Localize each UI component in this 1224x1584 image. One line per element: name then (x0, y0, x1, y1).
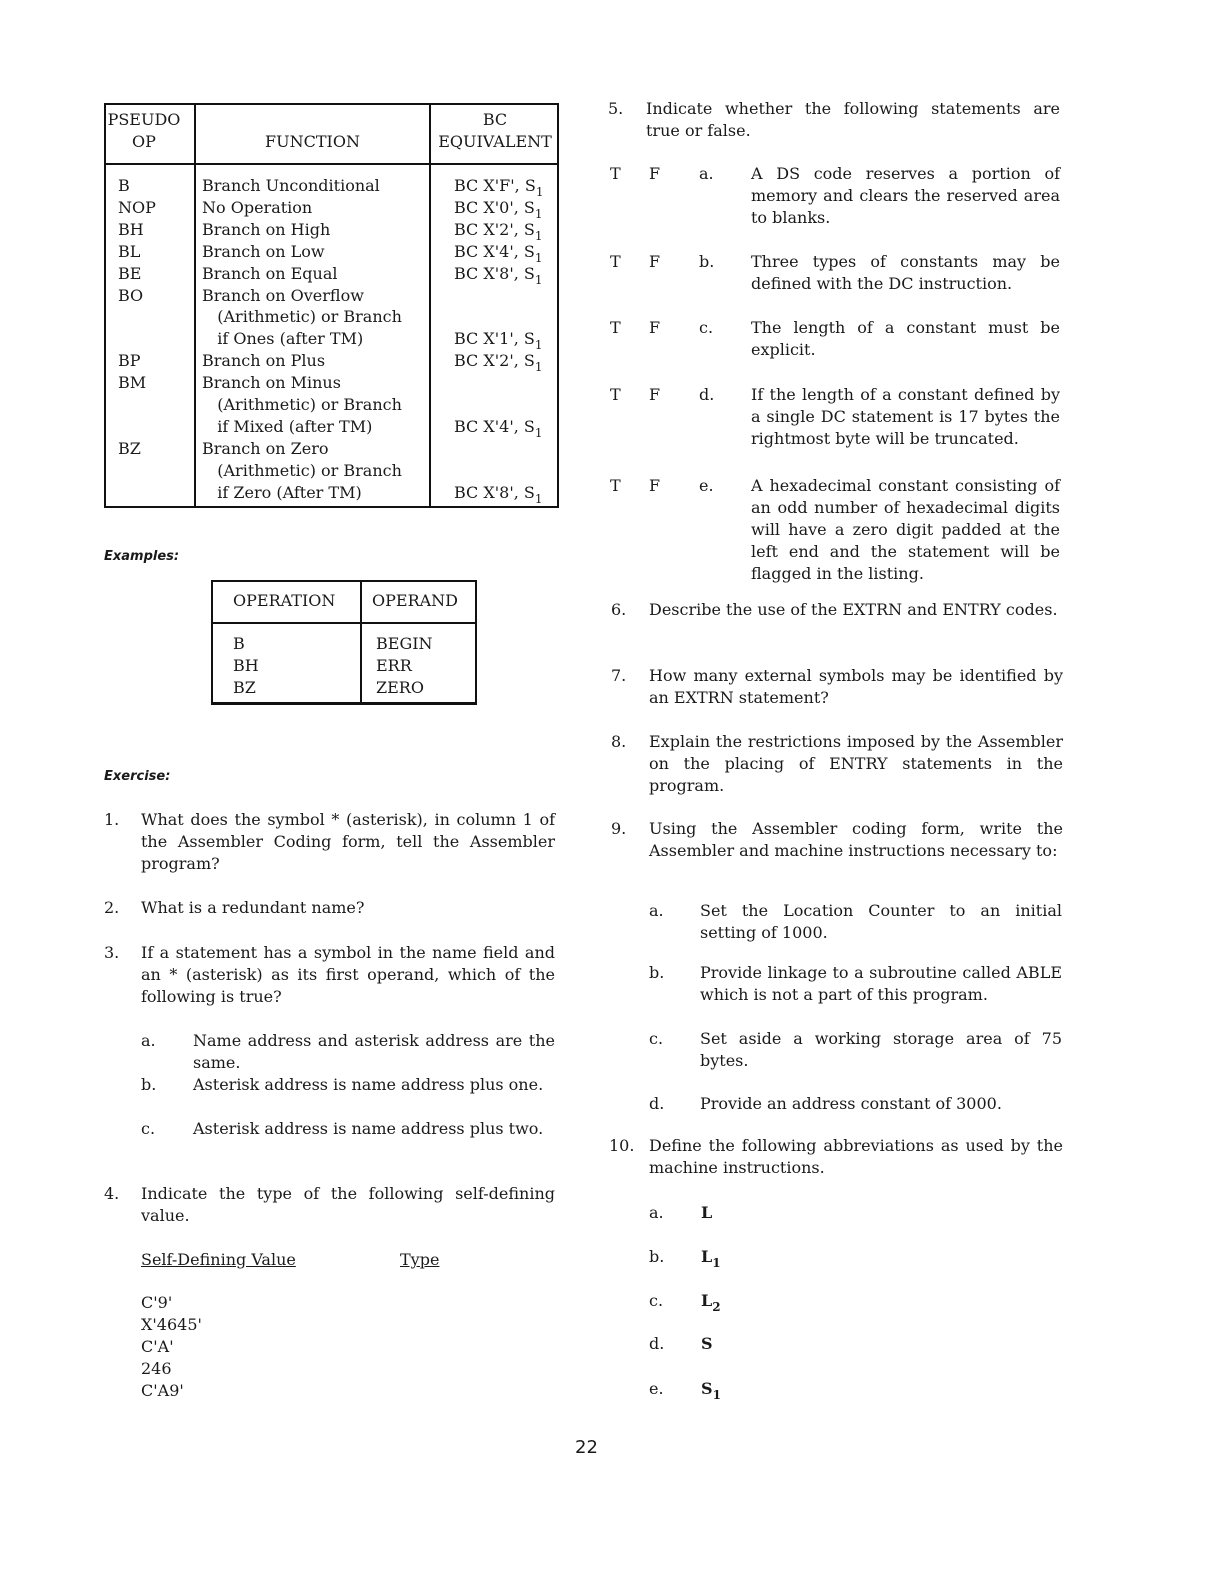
item-letter: c. (699, 318, 714, 337)
table-divider (360, 582, 362, 702)
question-text: Indicate whether the following statements are true or false. (646, 99, 1060, 140)
bc-equivalent-cell (454, 416, 543, 440)
item-text: A hexadecimal constant consisting of an odd number of hexadecimal digits will have a zero digit padded at the left end and the statement will be flagged in the listing. (751, 476, 1060, 583)
item-letter: d. (699, 385, 715, 404)
bc-equivalent-text: BC X'1', S (454, 329, 535, 349)
header-operand: OPERAND (372, 591, 458, 610)
false-marker: F (649, 318, 661, 337)
question-text: Explain the restrictions imposed by the Assembler on the placing of ENTRY statements in the program. (649, 732, 1063, 795)
bc-subscript: 1 (534, 228, 543, 243)
abbreviation-subscript: 2 (712, 1300, 721, 1314)
option-text: Asterisk address is name address plus one. (193, 1075, 544, 1094)
option-letter: a. (141, 1031, 156, 1050)
item-text: The length of a constant must be explicit. (751, 318, 1060, 359)
true-marker: T (610, 252, 621, 271)
abbreviation (701, 1378, 721, 1401)
header-function: FUNCTION (265, 132, 360, 151)
question-number: 1. (104, 810, 120, 829)
table-header-rule (213, 622, 475, 624)
question-text: If a statement has a symbol in the name field and an * (asterisk) as its first operand, which of the following is true? (141, 943, 555, 1006)
true-marker: T (610, 164, 621, 183)
bc-equivalent-text: BC X'2', S (454, 351, 535, 371)
item-text: If the length of a constant defined by a single DC statement is 17 bytes the rightmost byte will be truncated. (751, 385, 1060, 448)
item-letter: b. (649, 1247, 665, 1266)
abbreviation (701, 1246, 721, 1269)
question-number: 6. (611, 600, 627, 619)
header-bc-equivalent (431, 109, 559, 153)
question-text: Define the following abbreviations as used by the machine instructions. (649, 1136, 1063, 1177)
item-letter: e. (699, 476, 714, 495)
bc-equivalent-cell (454, 328, 543, 352)
page-number: 22 (575, 1437, 598, 1458)
function-column: Branch Unconditional No Operation Branch on High Branch on Low Branch on Equal Branch on Overflow (Arithmetic) or Branch if Ones (after TM) Branch on Plus Branch on Minus (Arithmetic) or Branch if Mixed (after TM) Branch on Zero (Arithmetic) or Branch if Zero (After TM) (202, 176, 402, 502)
table-divider (429, 105, 431, 506)
bc-equivalent-text: BC X'0', S (454, 197, 535, 217)
bc-subscript: 1 (534, 206, 543, 221)
true-marker: T (610, 476, 621, 495)
question-number: 9. (611, 819, 627, 838)
abbreviation-subscript: 1 (712, 1388, 721, 1402)
bc-equivalent-cell (454, 175, 543, 199)
false-marker: F (649, 164, 661, 183)
bc-subscript: 1 (534, 250, 543, 265)
question-number: 3. (104, 943, 120, 962)
true-marker: T (610, 385, 621, 404)
option-letter: c. (141, 1119, 156, 1138)
operand-column: BEGIN ERR ZERO (376, 634, 433, 697)
abbreviation (701, 1290, 721, 1313)
bc-subscript: 1 (534, 425, 543, 440)
bc-equivalent-cell (454, 263, 543, 287)
item-letter: e. (649, 1379, 664, 1398)
header-pseudo-op (106, 109, 182, 153)
abbreviation-base: L (701, 1291, 713, 1310)
question-number: 10. (609, 1136, 635, 1155)
question-number: 4. (104, 1184, 120, 1203)
abbreviation-base: S (701, 1334, 713, 1353)
option-text: Asterisk address is name address plus two. (193, 1119, 544, 1138)
item-letter: a. (649, 901, 664, 920)
true-marker: T (610, 318, 621, 337)
item-letter: c. (649, 1029, 664, 1048)
exercise-label: Exercise: (104, 769, 171, 784)
question-number: 2. (104, 898, 120, 917)
bc-equivalent-cell (454, 219, 543, 243)
item-text: A DS code reserves a portion of memory and clears the reserved area to blanks. (751, 164, 1060, 227)
bc-subscript: 1 (534, 338, 543, 353)
item-text: Three types of constants may be defined with the DC instruction. (751, 252, 1060, 293)
bc-subscript: 1 (534, 272, 543, 287)
item-text: Set the Location Counter to an initial setting of 1000. (700, 901, 1062, 942)
bc-equivalent-cell (454, 350, 543, 374)
operation-table (211, 580, 477, 705)
bc-equivalent-text: BC X'4', S (454, 416, 535, 436)
abbreviation-base: L (701, 1203, 713, 1222)
question-number: 7. (611, 666, 627, 685)
operation-column: B BH BZ (233, 634, 259, 697)
false-marker: F (649, 385, 661, 404)
option-text: Name address and asterisk address are the same. (193, 1031, 555, 1072)
option-letter: b. (141, 1075, 157, 1094)
item-letter: d. (649, 1094, 665, 1113)
item-letter: b. (649, 963, 665, 982)
bc-equivalent-text: BC X'2', S (454, 219, 535, 239)
bc-equivalent-text: BC X'4', S (454, 241, 535, 261)
self-defining-values: C'9' X'4645' C'A' 246 C'A9' (141, 1293, 202, 1400)
false-marker: F (649, 252, 661, 271)
question-text: Using the Assembler coding form, write the Assembler and machine instructions necessary to: (649, 819, 1063, 860)
question-text: What does the symbol * (asterisk), in column 1 of the Assembler Coding form, tell the Assembler program? (141, 810, 555, 873)
bc-subscript: 1 (534, 491, 543, 506)
header-pseudo-line2: OP (132, 132, 156, 151)
header-bc-line2: EQUIVALENT (438, 132, 552, 151)
pseudo-op-table (104, 103, 559, 508)
type-header: Type (400, 1250, 440, 1269)
item-text: Set aside a working storage area of 75 bytes. (700, 1029, 1062, 1070)
table-divider (194, 105, 196, 506)
bc-equivalent-text: BC X'F', S (454, 176, 536, 195)
bc-equivalent-cell (454, 241, 543, 265)
abbreviation (701, 1333, 713, 1355)
question-text: Describe the use of the EXTRN and ENTRY codes. (649, 600, 1058, 619)
question-text: How many external symbols may be identified by an EXTRN statement? (649, 666, 1063, 707)
bc-equivalent-cell (454, 482, 543, 506)
header-operation: OPERATION (233, 591, 336, 610)
item-letter: a. (649, 1203, 664, 1222)
question-number: 5. (608, 99, 624, 118)
item-text: Provide linkage to a subroutine called ABLE which is not a part of this program. (700, 963, 1062, 1004)
self-defining-value-header: Self-Defining Value (141, 1250, 296, 1269)
question-text: Indicate the type of the following self-defining value. (141, 1184, 555, 1225)
item-letter: c. (649, 1291, 664, 1310)
item-letter: a. (699, 164, 714, 183)
abbreviation-base: L (701, 1247, 713, 1266)
item-letter: b. (699, 252, 715, 271)
bc-equivalent-text: BC X'8', S (454, 263, 535, 283)
bc-equivalent-text: BC X'8', S (454, 482, 535, 502)
examples-label: Examples: (104, 549, 180, 564)
table-header-rule (106, 163, 557, 165)
bc-subscript: 1 (535, 185, 544, 199)
pseudo-op-column: B NOP BH BL BE BO BP BM BZ (118, 176, 156, 458)
header-bc-line1: BC (482, 110, 508, 129)
question-text: What is a redundant name? (141, 898, 365, 917)
item-letter: d. (649, 1334, 665, 1353)
bc-subscript: 1 (534, 360, 543, 375)
bc-equivalent-cell (454, 197, 543, 221)
abbreviation-base: S (701, 1379, 713, 1398)
header-pseudo-line1: PSEUDO (107, 110, 181, 129)
item-text: Provide an address constant of 3000. (700, 1094, 1002, 1113)
false-marker: F (649, 476, 661, 495)
abbreviation (701, 1202, 712, 1224)
question-number: 8. (611, 732, 627, 751)
abbreviation-subscript: 1 (712, 1256, 721, 1270)
